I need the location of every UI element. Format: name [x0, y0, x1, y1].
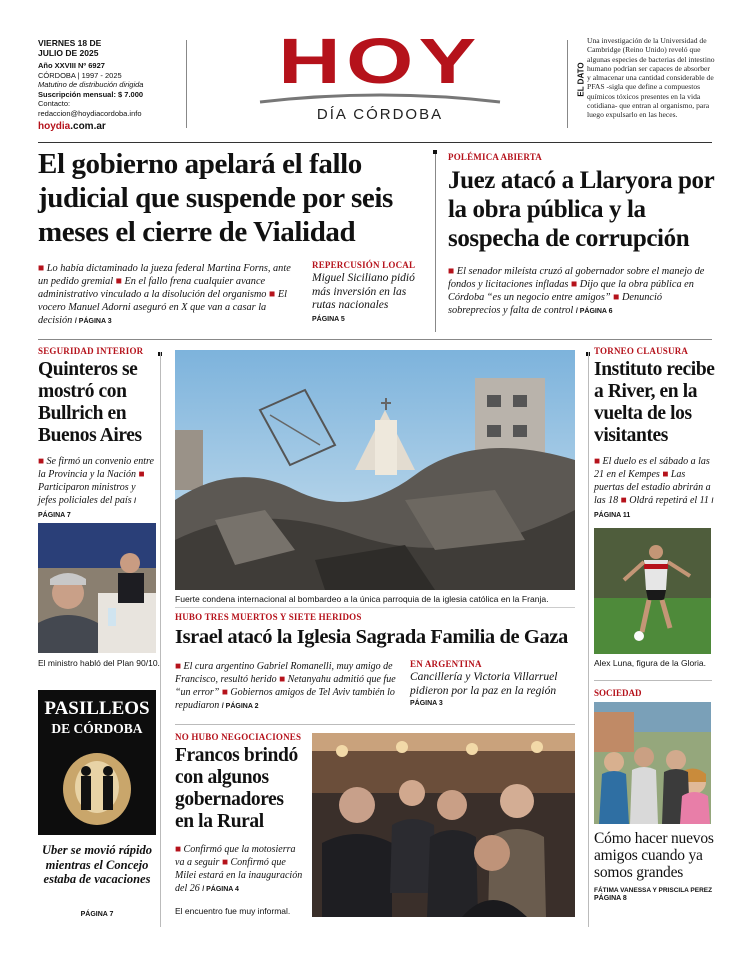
lead-right-kicker: POLÉMICA ABIERTA	[448, 152, 542, 162]
lead-right-bullet-2: Dijo que la obra pública en Córdoba “es un negocio entre amigos”	[448, 279, 694, 303]
instituto-bullet-3: Oldrá repetirá el 11	[629, 495, 709, 506]
francos-caption: El encuentro fue muy informal.	[175, 906, 291, 916]
gaza-photo	[175, 350, 575, 590]
gaza-side-text: Cancillería y Victoria Villarruel pidieron por la paz en la región	[410, 671, 558, 697]
instituto-headline: Instituto recibe a River, en la vuelta de los visitantes	[594, 359, 715, 446]
contact-email[interactable]: redaccion@hoydiacordoba.info	[38, 108, 142, 118]
sociedad-kicker: SOCIEDAD	[594, 688, 642, 698]
distribution-note: Matutino de distribución dirigida	[38, 80, 144, 89]
pasilleos-box[interactable]	[38, 690, 156, 835]
gaza-page: / PÁGINA 2	[221, 703, 259, 710]
quinteros-story[interactable]	[38, 346, 156, 522]
quinteros-bullet-2: Participaron ministros y jefes policiales del país	[38, 482, 136, 506]
lead-headline[interactable]: El gobierno apelará el fallo judicial que suspende por seis meses el cierre de Vialidad	[38, 148, 393, 248]
lead-right-headline: Juez atacó a Llaryora por la obra pública y la sospecha de corrupción	[448, 167, 714, 252]
gaza-bullet-3: Gobiernos amigos de Tel Aviv también lo repudiaron	[175, 687, 395, 711]
lead-bullet-1: Lo había dictaminado la jueza federal Martina Forns, ante un pedido gremial	[38, 263, 291, 287]
quinteros-headline: Quinteros se mostró con Bullrich en Buenos Aires	[38, 359, 142, 446]
logo-subtitle: DÍA CÓRDOBA	[316, 106, 444, 123]
lead-summary: ■ Lo había dictaminado la jueza federal Martina Forns, ante un pedido gremial ■ En el fallo frena cualquier avance administrativo vinculado a la disolución del organismo ■ El vocero Manuel Adorni aseguró en X que van a casar la decisión / PÁGINA 3	[38, 263, 291, 326]
pasilleos-title: PASILLEOS	[44, 698, 150, 719]
quinteros-bullet-1: Se firmó un convenio entre la Provincia y la Nación	[38, 456, 154, 480]
el-dato-text: Una investigación de la Universidad de Cambridge (Reino Unido) reveló que algunas especies de bacterias del intestino humano podrían ser capaces de absorber y almacenar una cantidad considerable de PFAS -sigla que define a compuestos químicos tóxicos presentes en la vida cotidiana- que entran al organismo, para luego expulsarlo en las heces.	[587, 36, 715, 120]
logo-text: HOY	[278, 25, 482, 97]
quinteros-summary: ■ Se firmó un convenio entre la Provincia y la Nación ■ Participaron ministros y jefes policiales del país / PÁGINA 7	[38, 456, 154, 519]
crowd-illustration	[312, 733, 575, 917]
friends-illustration	[594, 702, 711, 824]
subscription-price: Suscripción mensual: $ 7.000	[38, 89, 144, 99]
francos-page: / PÁGINA 4	[202, 886, 239, 893]
francos-photo	[312, 733, 575, 917]
francos-bullet-1: Confirmó que la motosierra va a seguir	[175, 844, 296, 868]
francos-headline: Francos brindó con algunos gobernadores en la Rural	[175, 745, 298, 832]
gaza-summary: ■ El cura argentino Gabriel Romanelli, muy amigo de Francisco, resultó herido ■ Netanyahu admitió que fue “un error” ■ Gobiernos amigos de Tel Aviv también lo repudiaron / PÁGINA 2	[175, 661, 396, 711]
lead-side-page: PÁGINA 5	[312, 315, 345, 323]
lead-page: / PÁGINA 3	[74, 318, 112, 325]
gaza-story[interactable]	[175, 612, 580, 650]
footballer-illustration	[594, 528, 711, 654]
lead-side-kicker: REPERCUSIÓN LOCAL	[312, 260, 416, 270]
lead-right-summary: ■ El senador mileísta cruzó al gobernador sobre el manejo de fondos y licitaciones infladas ■ Dijo que la obra pública en Córdoba “es un negocio entre amigos” ■ Denunció sobreprecios y falta de control / PÁGINA 6	[448, 266, 705, 316]
masthead-info	[38, 38, 168, 132]
quinteros-page: / PÁGINA 7	[38, 498, 137, 519]
contact-label: Contacto:	[38, 99, 71, 108]
gaza-bullet-1: El cura argentino Gabriel Romanelli, muy amigo de Francisco, resultó herido	[175, 661, 393, 685]
ruins-illustration	[175, 350, 575, 590]
francos-story[interactable]	[175, 732, 305, 896]
spotlight-silhouettes	[38, 737, 156, 827]
city-years: CÓRDOBA | 1997 - 2025	[38, 70, 122, 80]
website-main: hoydia	[38, 121, 71, 132]
gaza-side-kicker: EN ARGENTINA	[410, 659, 482, 669]
quinteros-caption: El ministro habló del Plan 90/10.	[38, 658, 160, 668]
edition-date: VIERNES 18 DE JULIO DE 2025	[38, 38, 102, 58]
lead-side-text: Miguel Siciliano pidió más inversión en las rutas nacionales	[312, 272, 415, 311]
lead-bullet-2: En el fallo frena cualquier avance administrativo vinculado a la disolución del organismo	[38, 276, 267, 300]
lead-right-bullet-3: Denunció sobreprecios y falta de control	[448, 292, 662, 316]
lead-right-page: / PÁGINA 6	[575, 308, 613, 315]
instituto-kicker: TORNEO CLAUSURA	[594, 346, 689, 356]
instituto-bullet-2: Las puertas del estadio abrirán a las 18	[594, 469, 711, 506]
meeting-illustration	[38, 523, 156, 653]
sociedad-authors: FÁTIMA VANESSA Y PRISCILA PEREZ	[594, 887, 713, 894]
gaza-side[interactable]	[410, 659, 575, 707]
lead-bullet-3: El vocero Manuel Adorni aseguró en X que van a casar la decisión	[38, 289, 287, 326]
instituto-page: / PÁGINA 11	[594, 498, 714, 519]
gaza-kicker: HUBO TRES MUERTOS Y SIETE HERIDOS	[175, 612, 362, 622]
quinteros-kicker: SEGURIDAD INTERIOR	[38, 346, 144, 356]
francos-kicker: NO HUBO NEGOCIACIONES	[175, 732, 302, 742]
website-tld: .com.ar	[70, 121, 106, 132]
lead-side[interactable]	[312, 260, 424, 323]
instituto-caption: Alex Luna, figura de la Gloria.	[594, 658, 706, 668]
pasilleos-page: PÁGINA 7	[80, 911, 114, 918]
instituto-story[interactable]	[594, 346, 716, 522]
quinteros-photo	[38, 523, 156, 653]
francos-summary: ■ Confirmó que la motosierra va a seguir ■ Confirmó que Milei estará en la inauguración del 26 / PÁGINA 4	[175, 844, 303, 894]
pasilleos-text[interactable]: Uber se movió rápido mientras el Concejo estaba de vacaciones	[41, 843, 153, 886]
website-link[interactable]	[38, 122, 168, 132]
gaza-headline: Israel atacó la Iglesia Sagrada Familia de Gaza	[175, 626, 568, 648]
el-dato-label: EL DATO	[576, 62, 586, 97]
instituto-bullet-1: El duelo es el sábado a las 21 en el Kempes	[594, 456, 710, 480]
gaza-side-page: PÁGINA 3	[410, 700, 443, 707]
francos-bullet-2: Confirmó que Milei estará en la inauguración del 26	[175, 857, 303, 894]
instituto-summary: ■ El duelo es el sábado a las 21 en el Kempes ■ Las puertas del estadio abrirán a las 18 ■ Oldrá repetirá el 11 / PÁGINA 11	[594, 456, 714, 519]
sociedad-page: PÁGINA 8	[594, 895, 627, 902]
sociedad-story[interactable]	[594, 830, 716, 902]
pasilleos-subtitle: DE CÓRDOBA	[51, 721, 143, 736]
instituto-photo	[594, 528, 711, 654]
lead-right-bullet-1: El senador mileísta cruzó al gobernador sobre el manejo de fondos y licitaciones infladas	[448, 266, 705, 290]
sociedad-headline: Cómo hacer nuevos amigos cuando ya somos grandes	[594, 830, 714, 881]
lead-right[interactable]	[448, 152, 716, 318]
gaza-bullet-2: Netanyahu admitió que fue “un error”	[175, 674, 396, 698]
edition-number: Año XXVIII Nº 6927	[38, 61, 105, 70]
sociedad-photo	[594, 702, 711, 824]
logo[interactable]	[230, 25, 530, 130]
gaza-caption: Fuerte condena internacional al bombardeo a la única parroquia de la iglesia católica en la Franja.	[175, 594, 549, 604]
